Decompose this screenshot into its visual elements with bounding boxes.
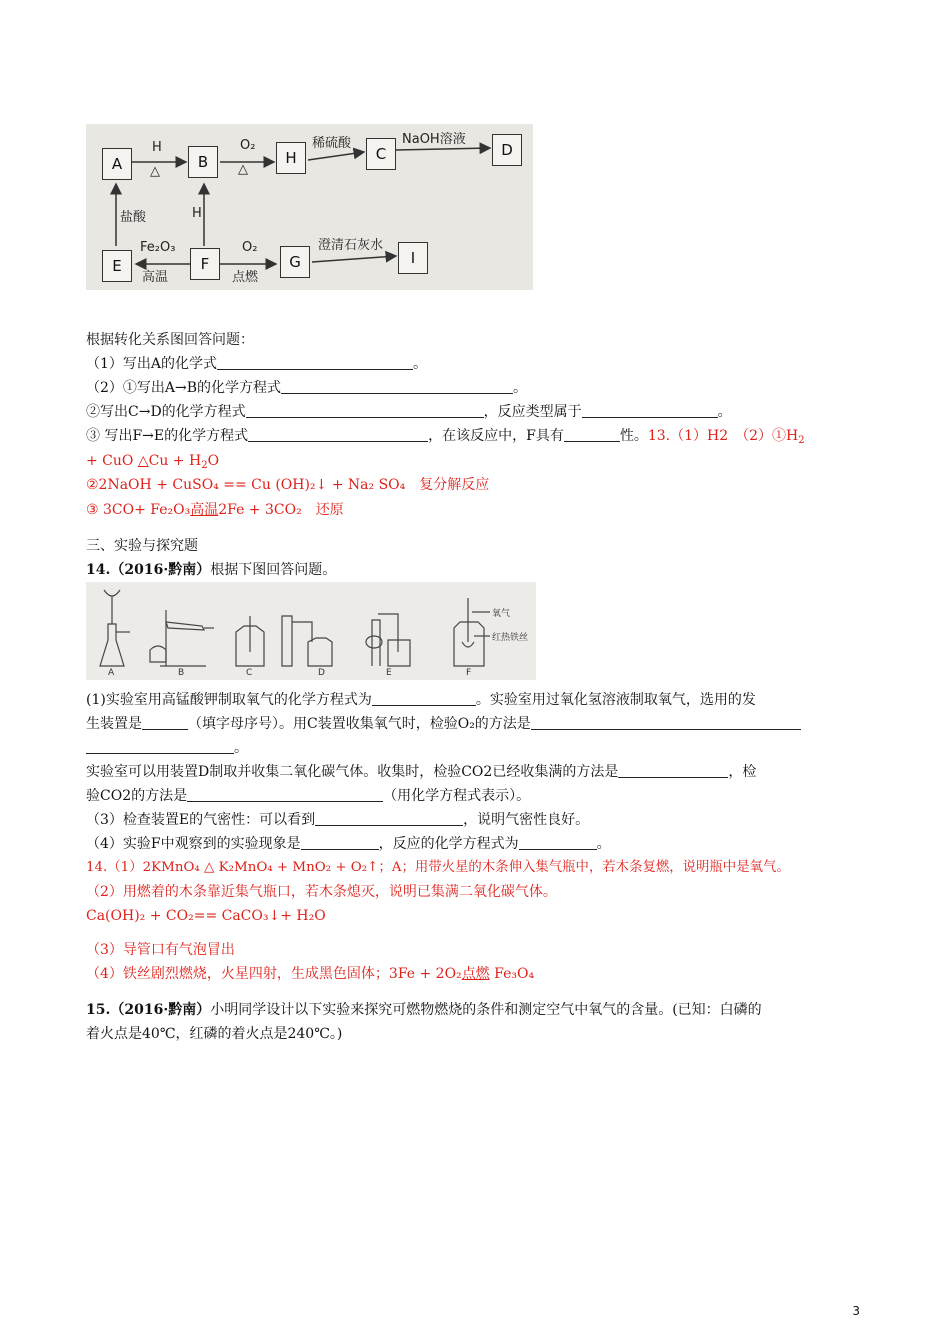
answer-blank[interactable] — [315, 811, 463, 826]
q13-part3 — [86, 402, 732, 422]
edge-label-c-d: NaOH溶液 — [402, 132, 466, 147]
apparatus-figure — [86, 582, 536, 680]
edge-label-f-e-top: Fe₂O₃ — [140, 240, 176, 255]
q13-part3-mid: ，反应类型属于 — [483, 404, 582, 420]
q14-line7 — [86, 834, 611, 854]
q14-answer-5-condition: 点燃 — [461, 966, 490, 982]
q13-answer-b-part1: + CuO — [86, 453, 138, 469]
answer-blank[interactable] — [372, 691, 476, 706]
q15-line1 — [86, 1000, 762, 1020]
apparatus-label-c: C — [246, 668, 253, 678]
q13-answer-d-condition: 高温 — [190, 502, 219, 518]
page-number: 3 — [852, 1304, 860, 1318]
answer-blank[interactable] — [217, 355, 413, 370]
q14-line3-end: 。 — [234, 740, 248, 756]
q13-answer-b-condition: △ — [137, 453, 149, 469]
answer-blank[interactable] — [142, 715, 188, 730]
q14-answer-2: （2）用燃着的木条靠近集气瓶口，若木条熄灭，说明已集满二氧化碳气体。 — [86, 884, 557, 900]
answer-blank[interactable] — [246, 403, 484, 418]
q13-answer-d-part1: ③ 3CO+ Fe₂O₃ — [86, 502, 191, 518]
q13-part3-text: ②写出C→D的化学方程式 — [86, 404, 246, 420]
section-heading: 三、实验与探究题 — [86, 538, 198, 554]
box-b: B — [188, 146, 218, 178]
q13-answer-b-part2: Cu + H — [148, 453, 202, 469]
answer-blank[interactable] — [519, 835, 597, 850]
q14-answer-3: Ca(OH)₂ + CO₂== CaCO₃↓+ H₂O — [86, 908, 326, 924]
q13-part1-end: 。 — [413, 356, 428, 372]
box-d: D — [492, 134, 522, 166]
edge-label-b-h-top: O₂ — [240, 138, 256, 153]
edge-label-e-a: 盐酸 — [120, 210, 147, 225]
q13-part1 — [86, 354, 427, 374]
q13-part4-end: 性。 — [619, 428, 648, 444]
edge-label-h-c: 稀硫酸 — [312, 136, 352, 151]
apparatus-label-oxygen: 氧气 — [492, 609, 511, 619]
answer-blank[interactable] — [248, 427, 428, 442]
apparatus-label-e: E — [386, 668, 392, 678]
edge-label-f-g-bot: 点燃 — [232, 270, 259, 285]
apparatus-label-f: F — [466, 668, 472, 678]
edge-label-f-b: H — [192, 206, 202, 221]
q14-line1-mid: 。实验室用过氧化氢溶液制取氧气，选用的发 — [475, 692, 756, 708]
q13-answer-d — [86, 500, 344, 520]
q13-part1-text: （1）写出A的化学式 — [86, 356, 218, 372]
answer-blank[interactable] — [582, 403, 718, 418]
q13-part3-end: 。 — [717, 404, 732, 420]
answer-blank[interactable] — [187, 787, 383, 802]
box-a: A — [102, 148, 132, 180]
edge-label-g-i: 澄清石灰水 — [318, 238, 384, 253]
box-c: C — [366, 138, 396, 170]
q14-line4 — [86, 762, 756, 782]
q13-answer-a: 13.（1）H2 （2）①H — [647, 428, 799, 444]
q14-answer-4: （3）导管口有气泡冒出 — [86, 942, 235, 958]
q14-line7-mid: ，反应的化学方程式为 — [378, 836, 519, 852]
q14-line6-end: ，说明气密性良好。 — [463, 812, 590, 828]
q14-line5-text: 验CO2的方法是 — [86, 788, 188, 804]
answer-blank[interactable] — [618, 763, 728, 778]
q13-answer-b-sub: 2 — [201, 460, 208, 471]
answer-blank[interactable] — [86, 739, 234, 754]
conversion-diagram — [86, 124, 533, 290]
box-h: H — [276, 142, 306, 174]
q13-answer-a-sub: 2 — [798, 435, 805, 446]
q14-answer-5-part1: （4）铁丝剧烈燃烧，火星四射，生成黑色固体；3Fe + 2O₂ — [86, 966, 462, 982]
q14-line1 — [86, 690, 756, 710]
q14-line5 — [86, 786, 530, 806]
apparatus-label-b: B — [178, 668, 185, 678]
q14-prompt: 根据下图回答问题。 — [210, 562, 337, 578]
q13-part2-end: 。 — [513, 380, 528, 396]
box-e: E — [102, 250, 132, 282]
q13-answer-b-part3: O — [207, 453, 220, 469]
q13-part2-text: （2）①写出A→B的化学方程式 — [86, 380, 282, 396]
q14-line2-text: 生装置是 — [86, 716, 142, 732]
q15-text: 小明同学设计以下实验来探究可燃物燃烧的条件和测定空气中氧气的含量。(已知：白磷的 — [210, 1002, 762, 1018]
q13-part4-text: ③ 写出F→E的化学方程式 — [86, 428, 249, 444]
q14-number: 14.（2016·黔南） — [86, 562, 211, 578]
q13-part2 — [86, 378, 527, 398]
q14-line4-text: 实验室可以用装置D制取并收集二氧化碳气体。收集时，检验CO2已经收集满的方法是 — [86, 764, 619, 780]
q14-line6-text: （3）检查装置E的气密性：可以看到 — [86, 812, 316, 828]
q15-number: 15.（2016·黔南） — [86, 1002, 211, 1018]
q15-line2: 着火点是40℃，红磷的着火点是240℃。) — [86, 1026, 343, 1042]
q14-answer-5 — [86, 964, 534, 984]
q13-part4 — [86, 426, 805, 451]
q14-line7-text: （4）实验F中观察到的实验现象是 — [86, 836, 301, 852]
q14-line2-mid: （填字母序号）。用C装置收集氧气时，检验O₂的方法是 — [188, 716, 531, 732]
q14-line4-end: ，检 — [728, 764, 757, 780]
box-g: G — [280, 246, 310, 278]
edge-label-f-g-top: O₂ — [242, 240, 258, 255]
q13-answer-d-part2: 2Fe + 3CO₂ 还原 — [218, 502, 344, 518]
q13-answer-c: ②2NaOH + CuSO₄ == Cu (OH)₂↓ + Na₂ SO₄ 复分解反应 — [86, 477, 490, 493]
edge-label-f-e-bot: 高温 — [142, 270, 169, 285]
apparatus-drawing — [86, 582, 536, 680]
box-i: I — [398, 242, 428, 274]
q14-line6 — [86, 810, 589, 830]
q14-line3 — [86, 738, 248, 758]
answer-blank[interactable] — [564, 427, 620, 442]
q14-line5-end: （用化学方程式表示）。 — [383, 788, 531, 804]
q13-intro: 根据转化关系图回答问题： — [86, 332, 254, 348]
q14-line7-end: 。 — [596, 836, 611, 852]
apparatus-label-wire: 红热铁丝 — [492, 633, 529, 643]
apparatus-label-d: D — [318, 668, 325, 678]
q13-part4-mid: ，在该反应中，F具有 — [428, 428, 564, 444]
q13-answer-b — [86, 451, 219, 476]
answer-blank[interactable] — [531, 715, 801, 730]
q14-answer-5-part2: Fe₃O₄ — [489, 966, 535, 982]
box-f: F — [190, 248, 220, 280]
answer-blank[interactable] — [281, 379, 513, 394]
edge-label-a-b-bot: △ — [150, 164, 160, 179]
q14-heading — [86, 560, 336, 580]
edge-label-b-h-bot: △ — [238, 162, 248, 177]
q14-line1-text: (1)实验室用高锰酸钾制取氧气的化学方程式为 — [86, 692, 372, 708]
answer-blank[interactable] — [301, 835, 379, 850]
q14-answer-1: 14.（1）2KMnO₄ △ K₂MnO₄ + MnO₂ + O₂↑；A；用带火星的木条伸入集气瓶中，若木条复燃，说明瓶中是氧气。 — [86, 860, 790, 875]
apparatus-label-a: A — [108, 668, 115, 678]
edge-label-a-b-top: H — [152, 140, 162, 155]
q14-line2 — [86, 714, 801, 734]
